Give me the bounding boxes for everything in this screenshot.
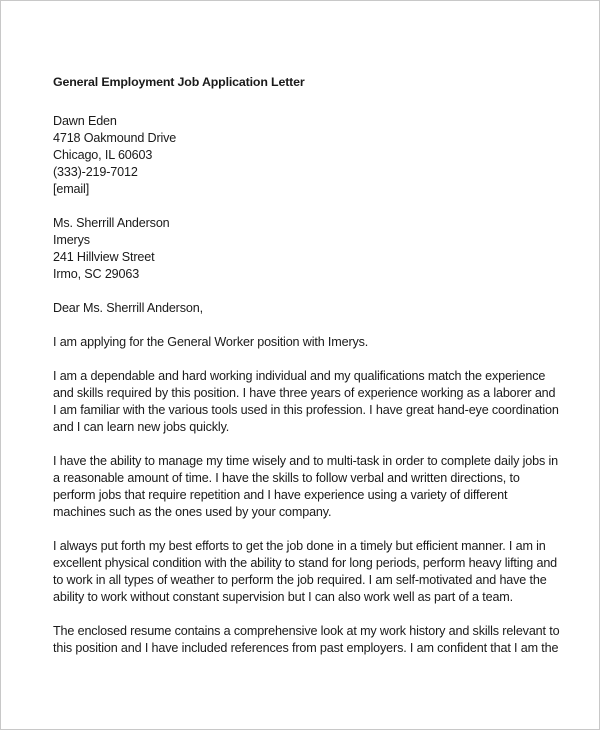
recipient-name: Ms. Sherrill Anderson [53, 216, 170, 230]
paragraph-line: ability to work without constant supervision but I can also work well as part of a team. [53, 590, 513, 604]
body-paragraph-1 [53, 334, 563, 351]
paragraph-line: to work in all types of weather to perform the job required. I am self-motivated and have the [53, 573, 547, 587]
sender-name: Dawn Eden [53, 114, 117, 128]
salutation-text: Dear Ms. Sherrill Anderson, [53, 301, 203, 315]
recipient-street: 241 Hillview Street [53, 250, 155, 264]
sender-phone: (333)-219-7012 [53, 165, 138, 179]
paragraph-line: machines such as the ones used by your company. [53, 505, 332, 519]
document-title: General Employment Job Application Letter [53, 75, 305, 89]
paragraph-line: and I can learn new jobs quickly. [53, 420, 230, 434]
recipient-address-block [53, 215, 563, 283]
sender-address-block [53, 113, 563, 198]
paragraph-line: I always put forth my best efforts to get the job done in a timely but efficient manner. I am in [53, 539, 546, 553]
paragraph-line: and skills required by this position. I have three years of experience working as a laborer and [53, 386, 556, 400]
paragraph-line: I am applying for the General Worker position with Imerys. [53, 335, 369, 349]
paragraph-line: this position and I have included references from past employers. I am confident that I am the [53, 641, 559, 655]
paragraph-line: I am a dependable and hard working individual and my qualifications match the experience [53, 369, 546, 383]
paragraph-line: a reasonable amount of time. I have the skills to follow verbal and written directions, to [53, 471, 520, 485]
salutation [53, 300, 563, 317]
recipient-company: Imerys [53, 233, 90, 247]
body-paragraph-5 [53, 623, 563, 657]
body-paragraph-2 [53, 368, 563, 436]
letter-content [53, 74, 563, 674]
paragraph-line: perform jobs that require repetition and I have experience using a variety of different [53, 488, 508, 502]
body-paragraph-3 [53, 453, 563, 521]
recipient-city-state-zip: Irmo, SC 29063 [53, 267, 140, 281]
sender-city-state-zip: Chicago, IL 60603 [53, 148, 153, 162]
body-paragraph-4 [53, 538, 563, 606]
sender-street: 4718 Oakmound Drive [53, 131, 177, 145]
paragraph-line: The enclosed resume contains a comprehensive look at my work history and skills relevant to [53, 624, 560, 638]
paragraph-line: excellent physical condition with the ability to stand for long periods, perform heavy lifting and [53, 556, 558, 570]
paragraph-line: I am familiar with the various tools used in this profession. I have great hand-eye coordination [53, 403, 559, 417]
sender-email: [email] [53, 182, 90, 196]
paragraph-line: I have the ability to manage my time wisely and to multi-task in order to complete daily jobs in [53, 454, 558, 468]
